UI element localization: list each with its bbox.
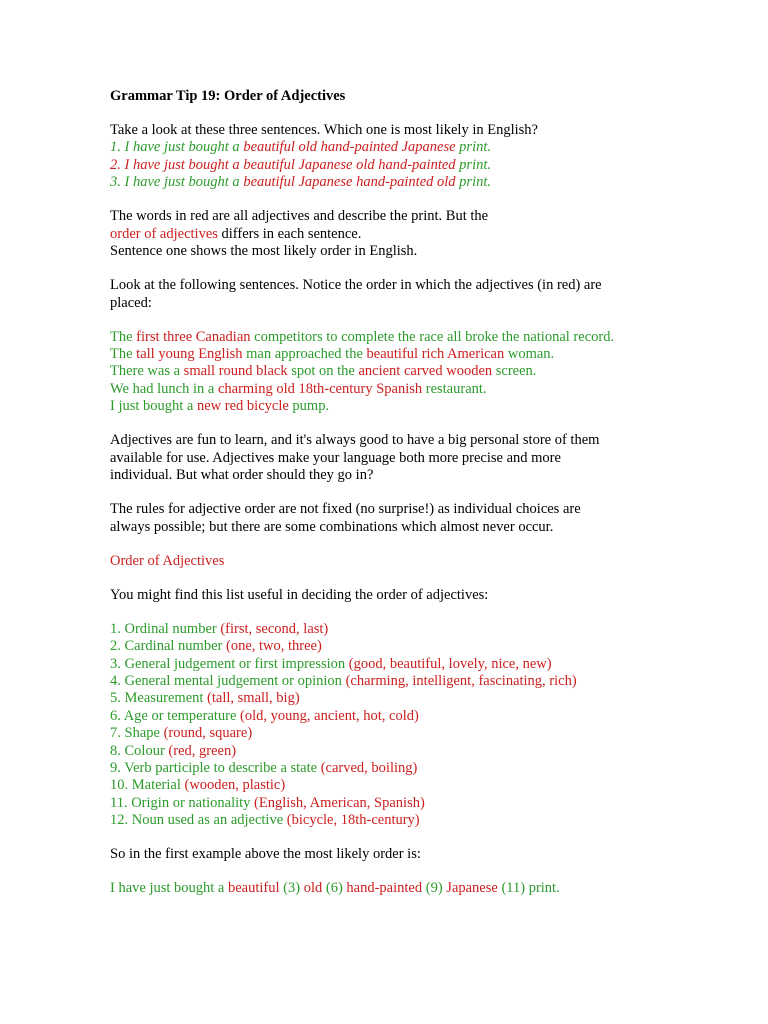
paragraph bbox=[110, 587, 730, 604]
green-text-span: 12. Noun used as an adjective bbox=[110, 812, 287, 829]
green-text-span: spot on the bbox=[287, 363, 359, 380]
green-text-span: There was a bbox=[110, 363, 184, 380]
green-text-span: 10. Material bbox=[110, 777, 185, 794]
text-line bbox=[110, 122, 730, 139]
paragraph bbox=[110, 553, 730, 570]
green-text-span: print. bbox=[455, 139, 491, 156]
document-page bbox=[110, 88, 730, 898]
text-line bbox=[110, 795, 730, 812]
red-text-span: (tall, small, big) bbox=[207, 690, 300, 707]
green-text-span: 2. Cardinal number bbox=[110, 638, 226, 655]
green-text-span: (6) bbox=[322, 880, 347, 897]
text-line bbox=[110, 226, 730, 243]
text-line bbox=[110, 88, 730, 105]
red-text-span: Japanese bbox=[446, 880, 498, 897]
green-text-span: 7. Shape bbox=[110, 725, 164, 742]
paragraph-gap bbox=[110, 192, 730, 209]
red-text-span: charming old 18th-century Spanish bbox=[217, 380, 423, 397]
text-line bbox=[110, 519, 730, 536]
text-line bbox=[110, 277, 730, 294]
green-text-span: I just bought a bbox=[110, 398, 197, 415]
text-line bbox=[110, 777, 730, 794]
green-text-span: 9. Verb participle to describe a state bbox=[110, 759, 321, 776]
paragraph bbox=[110, 432, 730, 484]
text-line bbox=[110, 346, 730, 363]
paragraph-gap bbox=[110, 312, 730, 329]
text-line bbox=[110, 243, 730, 260]
text-line bbox=[110, 725, 730, 742]
green-text-span: 8. Colour bbox=[110, 742, 169, 759]
paragraph-gap bbox=[110, 105, 730, 122]
paragraph bbox=[110, 621, 730, 830]
text-span: Look at the following sentences. Notice the order in which the adjectives (in red) are bbox=[110, 277, 602, 294]
green-text-span: I have just bought a bbox=[110, 880, 228, 897]
red-text-span: 2. I have just bought a bbox=[110, 156, 244, 173]
red-text-span: (round, square) bbox=[163, 725, 253, 742]
text-line bbox=[110, 139, 730, 156]
text-span: Take a look at these three sentences. Which one is most likely in English? bbox=[110, 122, 538, 139]
text-line bbox=[110, 398, 730, 415]
paragraph-gap bbox=[110, 604, 730, 621]
text-line bbox=[110, 760, 730, 777]
text-line bbox=[110, 208, 730, 225]
text-span: So in the first example above the most likely order is: bbox=[110, 846, 421, 863]
red-text-span: (carved, boiling) bbox=[320, 759, 418, 776]
text-line bbox=[110, 812, 730, 829]
green-text-span: (3) bbox=[279, 880, 304, 897]
text-line bbox=[110, 690, 730, 707]
text-span: available for use. Adjectives make your language both more precise and more bbox=[110, 449, 561, 466]
text-line bbox=[110, 553, 730, 570]
green-text-span: competitors to complete the race all broke the national record. bbox=[250, 328, 615, 345]
text-line bbox=[110, 587, 730, 604]
green-text-span: (9) bbox=[422, 880, 447, 897]
paragraph-gap bbox=[110, 261, 730, 278]
paragraph bbox=[110, 277, 730, 312]
text-line bbox=[110, 621, 730, 638]
text-line bbox=[110, 295, 730, 312]
red-text-span: (old, young, ancient, hot, cold) bbox=[240, 707, 419, 724]
text-line bbox=[110, 467, 730, 484]
text-line bbox=[110, 174, 730, 191]
text-span: Adjectives are fun to learn, and it's always good to have a big personal store of them bbox=[110, 432, 600, 449]
green-text-span: screen. bbox=[492, 363, 537, 380]
red-text-span: (one, two, three) bbox=[225, 638, 322, 655]
text-span: Sentence one shows the most likely order in English. bbox=[110, 243, 418, 260]
text-line bbox=[110, 743, 730, 760]
green-text-span: The bbox=[110, 346, 137, 363]
red-text-span: (red, green) bbox=[168, 742, 237, 759]
red-text-span: (English, American, Spanish) bbox=[254, 794, 425, 811]
red-text-span: beautiful bbox=[228, 880, 280, 897]
text-span: The rules for adjective order are not fixed (no surprise!) as individual choices are bbox=[110, 501, 581, 518]
paragraph-gap bbox=[110, 570, 730, 587]
text-span: individual. But what order should they go in? bbox=[110, 467, 374, 484]
red-text-span: new red bicycle bbox=[197, 398, 289, 415]
red-text-span: (wooden, plastic) bbox=[184, 777, 286, 794]
red-text-span: small round black bbox=[183, 363, 288, 380]
green-text-span: print. bbox=[455, 156, 491, 173]
paragraph-gap bbox=[110, 864, 730, 881]
red-text-span: (first, second, last) bbox=[220, 620, 329, 637]
red-text-span: beautiful Japanese old hand-painted bbox=[243, 156, 456, 173]
red-text-span: hand-painted bbox=[346, 880, 423, 897]
text-line bbox=[110, 673, 730, 690]
red-text-span: ancient carved wooden bbox=[358, 363, 493, 380]
text-span: differs in each sentence. bbox=[217, 225, 362, 242]
red-text-span: beautiful old hand-painted Japanese bbox=[243, 139, 456, 156]
red-text-span: tall young English bbox=[136, 346, 243, 363]
page-title: Grammar Tip 19: Order of Adjectives bbox=[110, 88, 346, 104]
red-text-span: Order of Adjectives bbox=[110, 552, 225, 569]
text-line bbox=[110, 880, 730, 897]
text-span: always possible; but there are some combinations which almost never occur. bbox=[110, 518, 554, 535]
red-text-span: order of adjectives bbox=[110, 225, 218, 242]
green-text-span: pump. bbox=[288, 398, 330, 415]
text-line bbox=[110, 638, 730, 655]
red-text-span: (bicycle, 18th-century) bbox=[286, 812, 420, 829]
paragraph bbox=[110, 501, 730, 536]
paragraph bbox=[110, 880, 730, 897]
text-span: You might find this list useful in deciding the order of adjectives: bbox=[110, 586, 489, 603]
text-line bbox=[110, 157, 730, 174]
text-span: placed: bbox=[110, 294, 152, 311]
green-text-span: restaurant. bbox=[422, 380, 487, 397]
text-line bbox=[110, 501, 730, 518]
text-line bbox=[110, 656, 730, 673]
green-text-span: 3. I have just bought a bbox=[110, 174, 244, 191]
text-line bbox=[110, 432, 730, 449]
red-text-span: (good, beautiful, lovely, nice, new) bbox=[348, 655, 552, 672]
paragraph-gap bbox=[110, 829, 730, 846]
green-text-span: We had lunch in a bbox=[110, 380, 218, 397]
green-text-span: 6. Age or temperature bbox=[110, 707, 241, 724]
green-text-span: print. bbox=[455, 174, 491, 191]
green-text-span: The bbox=[110, 328, 137, 345]
text-line bbox=[110, 329, 730, 346]
red-text-span: beautiful Japanese hand-painted old bbox=[243, 174, 456, 191]
paragraph bbox=[110, 208, 730, 260]
green-text-span: 11. Origin or nationality bbox=[110, 794, 255, 811]
paragraph-gap bbox=[110, 416, 730, 433]
text-line bbox=[110, 846, 730, 863]
paragraph-gap bbox=[110, 536, 730, 553]
green-text-span: woman. bbox=[504, 346, 555, 363]
text-span: The words in red are all adjectives and describe the print. But the bbox=[110, 208, 489, 225]
red-text-span: first three Canadian bbox=[136, 328, 251, 345]
red-text-span: old bbox=[303, 880, 323, 897]
paragraph bbox=[110, 329, 730, 416]
paragraph-gap bbox=[110, 484, 730, 501]
red-text-span: (charming, intelligent, fascinating, rich) bbox=[345, 672, 577, 689]
text-line bbox=[110, 708, 730, 725]
red-text-span: beautiful rich American bbox=[366, 346, 505, 363]
green-text-span: 5. Measurement bbox=[110, 690, 208, 707]
green-text-span: 3. General judgement or first impression bbox=[110, 655, 349, 672]
paragraph bbox=[110, 122, 730, 192]
green-text-span: (11) print. bbox=[497, 880, 560, 897]
text-line bbox=[110, 450, 730, 467]
green-text-span: 4. General mental judgement or opinion bbox=[110, 672, 346, 689]
text-line bbox=[110, 381, 730, 398]
green-text-span: 1. Ordinal number bbox=[110, 620, 221, 637]
document-title-block bbox=[110, 88, 730, 105]
paragraph bbox=[110, 846, 730, 863]
text-line bbox=[110, 363, 730, 380]
green-text-span: 1. I have just bought a bbox=[110, 139, 244, 156]
green-text-span: man approached the bbox=[242, 346, 367, 363]
